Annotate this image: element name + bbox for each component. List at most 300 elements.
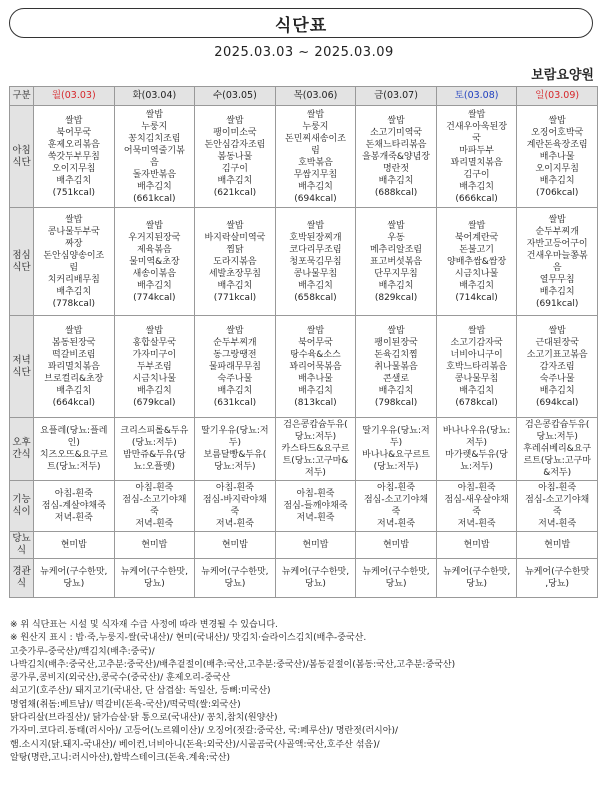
menu-item: 두)	[228, 438, 242, 448]
menu-item: 배추김치	[298, 181, 333, 192]
table-row	[10, 418, 598, 481]
menu-item: 호박된장찌개	[289, 232, 342, 243]
menu-cell	[114, 532, 195, 559]
menu-item: 꽈리멸치볶음	[47, 361, 100, 372]
menu-item: (664kcal)	[52, 397, 95, 408]
footnote-line: 가자미.코다리.동태(러시아)/ 고등어(노르웨이산)/ 오징어(젓갈:중국산, 국:페루산)/ 명란젓(러시아)/	[10, 726, 398, 737]
menu-item: 배추김치	[56, 175, 92, 186]
menu-cell	[517, 559, 598, 598]
menu-item: 배추김치	[136, 280, 172, 291]
menu-item: 을봉개죽&양념장	[362, 151, 430, 162]
row-label	[10, 559, 34, 598]
menu-item: 림	[69, 262, 79, 273]
menu-item: 봄동된장국	[52, 337, 96, 348]
menu-cell	[114, 559, 195, 598]
menu-item: 배추김치	[136, 181, 172, 192]
footnote-line: 쇠고기(호주산)/ 돼지고기(국내산, 단 삼겹살: 독일산, 등뼈:미국산)	[10, 686, 271, 697]
menu-item: 쌀밥	[306, 325, 325, 336]
menu-item: 돈채느타리볶음	[365, 139, 427, 150]
menu-item: 쌀밥	[306, 109, 325, 120]
menu-item: 쌀밥	[226, 220, 244, 231]
menu-item: 단무지무침	[374, 268, 418, 279]
menu-item: 김구이	[221, 163, 248, 174]
menu-item: 뉴케어(구수한맛,	[40, 567, 108, 577]
menu-cell	[195, 316, 276, 418]
menu-cell	[436, 208, 517, 316]
menu-item: 뇨:저두)	[460, 462, 493, 472]
menu-item: 마파두부	[459, 145, 494, 156]
menu-item: (694kcal)	[294, 193, 337, 204]
menu-item: 콩나물두부국	[47, 226, 100, 237]
menu-item: 요플레(당뇨:플레	[40, 426, 108, 436]
menu-item: 저녁-흰죽	[538, 519, 577, 529]
menu-item: 치커리배무침	[47, 274, 100, 285]
menu-item: 소고기감자국	[450, 337, 503, 348]
menu-item: 트(당뇨:고구마&	[282, 456, 349, 466]
menu-cell	[275, 106, 356, 208]
menu-cell	[356, 559, 437, 598]
menu-item: 쌀밥	[145, 325, 164, 336]
menu-cell	[114, 481, 195, 532]
menu-item: 새송이볶음	[132, 268, 177, 279]
row-label	[10, 418, 34, 481]
row-label-line: 당뇨	[12, 533, 31, 544]
menu-item: 건새우마늘쫑볶	[526, 250, 588, 261]
menu-cell	[436, 481, 517, 532]
menu-item: 쌀밥	[306, 220, 325, 231]
row-label-line: 식단	[12, 156, 31, 168]
menu-item: 아침-흰죽	[296, 489, 335, 499]
menu-item: 순두부찌개	[213, 337, 257, 348]
menu-item: 죽	[472, 507, 481, 517]
menu-item: (631kcal)	[213, 397, 257, 408]
menu-item: 르트(당뇨:고구마	[523, 456, 591, 466]
menu-item: 배추김치	[539, 175, 575, 186]
menu-item: 시금치나물	[132, 373, 177, 384]
menu-item: 당뇨:저두)	[294, 432, 337, 442]
menu-item: 열무무침	[539, 274, 575, 285]
day-header: 화(03.04)	[114, 87, 195, 106]
menu-item: (당뇨:저두)	[373, 462, 419, 472]
menu-item: 뇨:오플렛)	[133, 462, 175, 472]
menu-item: (679kcal)	[133, 397, 176, 408]
menu-item: 저두)	[466, 438, 488, 448]
menu-item: 팽이된장국	[374, 337, 418, 348]
menu-item: 오징어호박국	[531, 127, 584, 138]
menu-item: 감자조림	[539, 361, 575, 372]
menu-item: 코다리무조림	[289, 244, 342, 255]
menu-item: ,당뇨)	[545, 579, 570, 589]
menu-item: 가자미구이	[132, 349, 177, 360]
menu-cell	[34, 208, 115, 316]
table-row	[10, 316, 598, 418]
menu-item: 당뇨)	[143, 579, 165, 589]
menu-item: 현미밥	[60, 540, 87, 550]
menu-item: 쌀밥	[387, 115, 405, 126]
table-row	[10, 106, 598, 208]
footnote-line: 햄.소시지(닭.돼지-국내산)/ 베이컨,너비아니(돈육:외국산)/시골곰국(사골액:국산,호주산 섞음)/	[10, 739, 380, 750]
table-body	[10, 106, 598, 598]
footnote-line: ※ 위 식단표는 시설 및 식자재 수급 사정에 따라 변경될 수 있습니다.	[10, 620, 278, 630]
menu-item: 아침-흰죽	[54, 489, 93, 499]
menu-item: 쌀밥	[226, 325, 244, 336]
menu-item: 배추김치	[217, 280, 253, 291]
menu-cell	[356, 106, 437, 208]
menu-item: 어묵미역줄기볶	[123, 145, 185, 156]
menu-title-box	[9, 8, 593, 38]
menu-item: 트(당뇨:저두)	[47, 462, 101, 472]
menu-cell	[356, 532, 437, 559]
menu-cell	[356, 208, 437, 316]
menu-cell	[195, 481, 276, 532]
menu-item: 쌀밥	[387, 220, 405, 231]
menu-item: 배추김치	[459, 181, 494, 192]
menu-item: 쌀밥	[548, 325, 566, 336]
menu-item: 꽈리어묵볶음	[289, 361, 342, 372]
menu-item: 근대된장국	[535, 337, 579, 348]
menu-item: 돈불고기	[459, 244, 494, 255]
menu-item: 후레쉬베리&요구	[523, 444, 592, 454]
menu-item: 돈육김치찜	[374, 349, 418, 360]
menu-item: 두부조림	[136, 361, 172, 372]
table-row	[10, 559, 598, 598]
menu-item: 점심-바지락야채	[202, 495, 267, 505]
menu-cell	[34, 559, 115, 598]
menu-item: (691kcal)	[535, 298, 579, 309]
menu-item: 쌀밥	[65, 214, 83, 225]
menu-item: 국	[472, 133, 481, 144]
menu-item: 돌자반볶음	[132, 169, 177, 180]
menu-cell	[436, 316, 517, 418]
table-row	[10, 532, 598, 559]
menu-item: 호박느타리볶음	[446, 361, 508, 372]
menu-item: 취나물볶음	[374, 361, 418, 372]
facility-name: 보람요양원	[531, 68, 594, 83]
day-header: 수(03.05)	[195, 87, 276, 106]
menu-item: 우동	[387, 232, 405, 243]
menu-item: 아침-흰죽	[377, 483, 416, 493]
menu-cell	[195, 418, 276, 481]
menu-cell	[436, 418, 517, 481]
menu-cell	[34, 106, 115, 208]
menu-item: 표고버섯볶음	[369, 256, 423, 267]
menu-item: 숙주나물	[539, 373, 575, 384]
menu-item: 현미밥	[221, 540, 248, 550]
menu-item: 콩나물무침	[454, 373, 499, 384]
menu-item: 도라지볶음	[213, 256, 257, 267]
menu-item: 보름달빵&두유(	[203, 450, 267, 460]
menu-item: 카스타드&요구르	[281, 444, 350, 454]
menu-item: (778kcal)	[52, 298, 95, 309]
menu-cell	[356, 481, 437, 532]
menu-item: 치즈오뜨&요구르	[39, 450, 108, 460]
menu-item: 쑥갓두부무침	[47, 151, 100, 162]
menu-item: 쌀밥	[226, 115, 244, 126]
menu-item: 검은콩캅슘두유(	[525, 420, 590, 430]
menu-item: 점심-소고기야채	[363, 495, 429, 505]
menu-item: 당뇨)	[224, 579, 246, 589]
menu-cell	[34, 418, 115, 481]
menu-item: 배추김치	[217, 175, 253, 186]
menu-item: 배추김치	[136, 385, 172, 396]
menu-item: 콩나물무침	[293, 268, 338, 279]
row-label-line: 점심	[12, 249, 31, 261]
menu-item: 배추김치	[298, 280, 333, 291]
menu-item: 현미밥	[382, 540, 410, 550]
menu-item: 찜닭	[226, 244, 244, 255]
menu-item: 브로컬리&초장	[44, 373, 104, 384]
menu-item: 바지락살미역국	[204, 232, 266, 243]
menu-item: 쌀밥	[387, 325, 405, 336]
menu-item: 밤만쥬&두유(당	[122, 450, 186, 460]
menu-item: 현미밥	[141, 540, 168, 550]
menu-item: 떡갈비조림	[52, 349, 96, 360]
menu-item: 호박볶음	[298, 157, 333, 168]
menu-item: 꽈리멸치볶음	[450, 157, 503, 168]
menu-cell	[195, 208, 276, 316]
menu-item: 쌀밥	[467, 109, 486, 120]
menu-item: 배추김치	[378, 175, 414, 186]
menu-item: 쌀밥	[65, 325, 83, 336]
menu-item: 소고기표고볶음	[526, 349, 588, 360]
menu-item: 점심-소고기야채	[122, 495, 187, 505]
menu-cell	[114, 208, 195, 316]
row-label-line: 식이	[12, 506, 31, 517]
menu-item: 팽이미소국	[213, 127, 257, 138]
menu-item: 배추김치	[56, 286, 92, 297]
menu-item: 우거지된장국	[128, 232, 181, 243]
meal-plan-table	[9, 86, 598, 598]
menu-item: 홍합살무국	[132, 337, 177, 348]
menu-item: 물미역&초장	[129, 256, 180, 267]
menu-item: 현미밥	[544, 540, 571, 550]
menu-item: 점심-새우살야채	[444, 495, 509, 505]
menu-item: (751kcal)	[52, 187, 95, 198]
menu-cell	[275, 316, 356, 418]
menu-item: 죽	[230, 507, 240, 517]
menu-item: (666kcal)	[455, 193, 498, 204]
menu-cell	[517, 208, 598, 316]
menu-item: 뉴케어(구수한맛,	[281, 567, 350, 577]
menu-cell	[275, 532, 356, 559]
menu-footnotes	[10, 619, 600, 765]
row-label-line: 아침	[12, 144, 31, 156]
menu-cell	[517, 106, 598, 208]
menu-item: 뉴케어(구수한맛,	[362, 567, 430, 577]
menu-item: 누룽지	[141, 121, 168, 132]
menu-cell	[436, 559, 517, 598]
menu-item: 뉴케어(구수한맛,	[120, 567, 188, 577]
menu-cell	[436, 106, 517, 208]
menu-item: 자반고등어구이	[526, 238, 588, 249]
row-label-line: 식단	[12, 261, 31, 273]
menu-item: 쌀밥	[145, 109, 164, 120]
menu-item: 동그랑땡전	[213, 349, 257, 360]
menu-cell	[114, 106, 195, 208]
row-label	[10, 481, 34, 532]
day-header: 금(03.07)	[356, 87, 437, 106]
menu-item: 꽁치김치조림	[128, 133, 181, 144]
menu-item: 북어계란국	[454, 232, 499, 243]
menu-item: 딸기우유(당뇨:저	[362, 426, 430, 436]
menu-item: 배추김치	[378, 385, 414, 396]
menu-item: 배추김치	[539, 385, 575, 396]
menu-item: 배추김치	[459, 385, 494, 396]
menu-item: 죽	[149, 507, 159, 517]
menu-cell	[436, 532, 517, 559]
menu-item: 아침-흰죽	[457, 483, 496, 493]
menu-item: 저녁-흰죽	[296, 513, 335, 523]
page-title: 식단표	[274, 15, 328, 36]
menu-item: (813kcal)	[294, 397, 337, 408]
menu-item: (774kcal)	[133, 292, 176, 303]
menu-item: 점심-소고기야채	[525, 495, 590, 505]
menu-item: (661kcal)	[133, 193, 176, 204]
menu-item: 양배추쌈&쌈장	[447, 256, 507, 267]
menu-cell	[114, 316, 195, 418]
menu-cell	[517, 316, 598, 418]
menu-item: (706kcal)	[535, 187, 579, 198]
menu-item: 배추김치	[539, 286, 575, 297]
menu-item: (798kcal)	[374, 397, 418, 408]
menu-item: (678kcal)	[455, 397, 498, 408]
menu-item: 배추김치	[378, 280, 414, 291]
menu-item: 배추나물	[298, 373, 333, 384]
footnote-line: 명엽채(취돔:베트남)/ 떡갈비(돈육-국산)/떡국떡(쌀:외국산)	[10, 699, 241, 710]
menu-cell	[34, 316, 115, 418]
row-label-line: 저녁	[12, 354, 31, 366]
day-header: 일(03.09)	[517, 87, 598, 106]
row-label-line: 경관	[12, 566, 31, 577]
menu-item: 저녁-흰죽	[377, 519, 416, 529]
header-label: 구분	[10, 87, 34, 106]
menu-item: 아침-흰죽	[135, 483, 174, 493]
menu-item: 당뇨:저두)	[214, 462, 256, 472]
menu-item: 소고기미역국	[369, 127, 423, 138]
menu-item: 누룽지	[302, 121, 329, 132]
footnote-line: 콩가루,콩비지(외국산),콩국수(중국산)/ 훈제오리-중국산	[10, 673, 231, 684]
menu-cell	[275, 208, 356, 316]
row-label-line: 오후	[12, 437, 31, 448]
menu-cell	[356, 316, 437, 418]
menu-item: 콘샐로	[382, 373, 410, 384]
menu-item: 쌀밥	[548, 214, 566, 225]
menu-cell	[195, 559, 276, 598]
menu-cell	[356, 418, 437, 481]
menu-item: (771kcal)	[213, 292, 257, 303]
menu-item: 돈민찌새송이조	[285, 133, 346, 144]
menu-item: 물파래무무침	[208, 361, 261, 372]
menu-item: 명란젓	[382, 163, 410, 174]
table-row	[10, 481, 598, 532]
menu-item: 순두부찌개	[535, 226, 579, 237]
menu-item: 계란돈육장조림	[526, 139, 588, 150]
footnote-line: 고춧가루-중국산)/백김치(배추:중국)/	[10, 646, 155, 657]
table-header-row	[10, 87, 598, 106]
menu-item: 점심-계살야채죽	[41, 501, 106, 511]
menu-cell	[275, 418, 356, 481]
row-label-line: 식	[16, 545, 27, 556]
menu-item: 숙주나물	[217, 373, 253, 384]
menu-item: 훈제오리볶음	[47, 139, 100, 150]
menu-item: 쌀밥	[65, 115, 83, 126]
menu-item: 림	[311, 145, 320, 156]
row-label	[10, 532, 34, 559]
menu-cell	[517, 481, 598, 532]
menu-item: 배추김치	[298, 385, 333, 396]
menu-item: &저두)	[543, 468, 572, 478]
menu-item: 현미밥	[302, 540, 329, 550]
menu-item: 쌀밥	[548, 115, 566, 126]
menu-item: 봄동나물	[217, 151, 253, 162]
menu-item: 뉴케어(구수한맛	[525, 567, 590, 577]
menu-item: 당뇨)	[63, 579, 85, 589]
menu-item: 저녁-흰죽	[54, 513, 93, 523]
footnote-line: 알탕(명란,고니:러시아산),함박스테이크(돈육.계육:국산)	[10, 752, 230, 763]
menu-item: 북어무국	[298, 337, 333, 348]
menu-item: 현미밥	[463, 540, 490, 550]
menu-item: 오이지무침	[52, 163, 96, 174]
menu-cell	[114, 418, 195, 481]
menu-item: 시금치나물	[454, 268, 499, 279]
footnote-line: 닭다리살(브라질산)/ 닭가슴살·닭 통으로(국내산)/ 꽁치,참치(원양산)	[10, 713, 278, 724]
menu-item: 점심-들깨야채죽	[283, 501, 348, 511]
menu-item: (658kcal)	[294, 292, 337, 303]
menu-item: 쌀밥	[467, 325, 486, 336]
menu-item: 저녁-흰죽	[457, 519, 496, 529]
menu-item: 메추리알조림	[369, 244, 423, 255]
menu-item: 바나나&요구르트	[362, 450, 430, 460]
menu-item: 너비아니구이	[450, 349, 503, 360]
menu-item: 저두)	[305, 468, 326, 478]
menu-item: 쌀밥	[145, 220, 164, 231]
menu-item: 제육볶음	[136, 244, 172, 255]
menu-item: 무쌈지무침	[293, 169, 338, 180]
menu-item: 아침-흰죽	[538, 483, 577, 493]
menu-item: 돈안심감자조림	[204, 139, 266, 150]
menu-cell	[517, 418, 598, 481]
row-label	[10, 316, 34, 418]
menu-cell	[517, 532, 598, 559]
menu-item: 세발초장무침	[208, 268, 261, 279]
row-label-line: 기능	[12, 494, 31, 505]
row-label-line: 간식	[12, 449, 31, 460]
menu-item: 짜장	[65, 238, 83, 249]
menu-item: 건새우아욱된장	[446, 121, 508, 132]
menu-cell	[195, 106, 276, 208]
menu-item: 죽	[552, 507, 562, 517]
menu-item: 당뇨)	[305, 579, 326, 589]
menu-item: 돈안심양송이조	[43, 250, 105, 261]
menu-item: (당뇨:저두)	[131, 438, 177, 448]
menu-item: 배추김치	[56, 385, 92, 396]
row-label-line: 식단	[12, 366, 31, 378]
menu-cell	[34, 481, 115, 532]
menu-item: (688kcal)	[374, 187, 418, 198]
menu-item: 저녁-흰죽	[215, 519, 254, 529]
menu-item: 배추김치	[217, 385, 253, 396]
menu-item: 죽	[391, 507, 401, 517]
row-label	[10, 106, 34, 208]
menu-item: 음	[149, 157, 159, 168]
menu-cell	[275, 559, 356, 598]
row-label-line: 식	[16, 578, 27, 589]
menu-item: 딸기우유(당뇨:저	[201, 426, 269, 436]
menu-item: 배추김치	[459, 280, 494, 291]
menu-item: 아침-흰죽	[215, 483, 254, 493]
day-header: 토(03.08)	[436, 87, 517, 106]
row-label	[10, 208, 34, 316]
